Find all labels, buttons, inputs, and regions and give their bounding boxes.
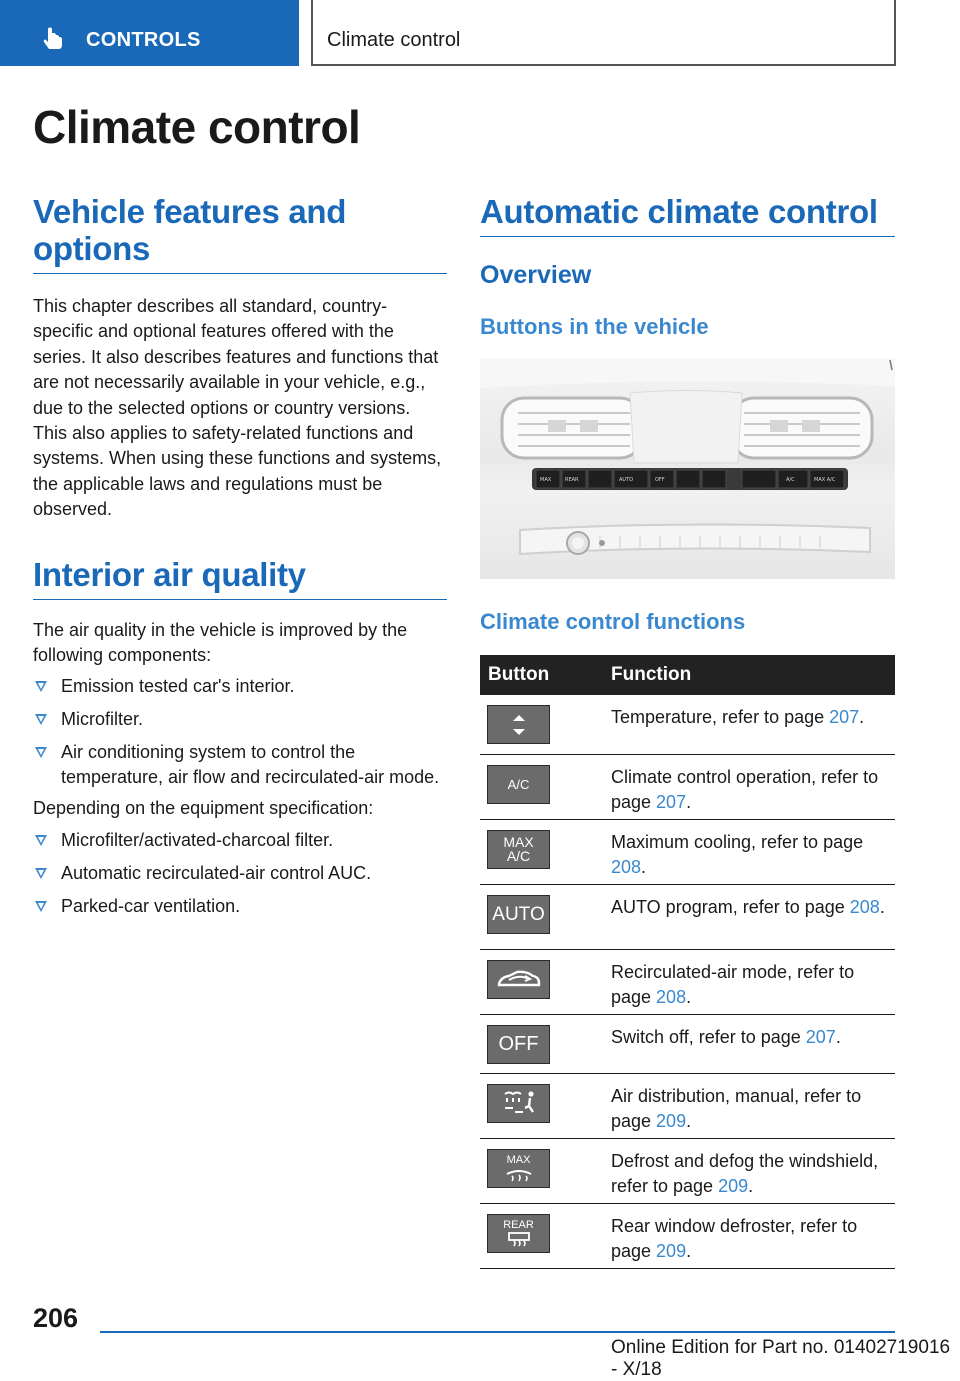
triangle-bullet-icon [35,868,47,879]
triangle-bullet-icon [35,681,47,692]
edition-text: Online Edition for Part no. 01402719016 - X/18 [611,1337,951,1380]
functions-heading: Climate control functions [480,609,746,634]
hand-pointer-icon [40,27,66,53]
function-description: Climate control operation, refer to page 207. [603,754,895,819]
list-item: Air conditioning system to control the temperature, air flow and recirculated-air mode. [33,740,447,790]
list-item: Automatic recirculated-air control AUC. [33,861,447,886]
section-tab-label: CONTROLS [86,29,201,51]
photo-label-auto: AUTO [619,477,634,483]
automatic-climate-heading: Automatic climate control [480,193,895,237]
list-item: Microfilter. [33,707,447,732]
page-number: 206 [33,1303,79,1333]
photo-label-rear: REAR [565,477,579,483]
components-list [33,674,447,790]
column-header-button: Button [480,655,603,695]
air-distribution-icon [487,1084,550,1123]
interior-air-heading: Interior air quality [33,556,447,600]
function-description: Rear window defroster, refer to page 209. [603,1203,895,1268]
page-reference-link[interactable]: 207 [829,707,860,727]
table-row [480,754,895,819]
triangle-bullet-icon [35,901,47,912]
vehicle-buttons-photo [480,358,895,579]
page-reference-link[interactable]: 208 [849,896,880,917]
section-tab[interactable] [0,0,299,66]
function-description: Air distribution, manual, refer to page 209. [603,1073,895,1138]
page-title: Climate control [33,101,361,153]
vehicle-features-heading: Vehicle features and options [33,193,447,274]
table-row [480,1073,895,1138]
page-reference-link[interactable]: 209 [718,1175,749,1196]
function-description: Defrost and defog the windshield, refer to page 209. [603,1138,895,1203]
page-reference-link[interactable]: 208 [611,856,642,877]
max-defrost-icon: MAX [487,1149,550,1188]
equipment-list [33,828,447,919]
table-row [480,1014,895,1073]
breadcrumb-text: Climate control [327,29,461,51]
function-description: AUTO program, refer to page 208. [603,884,895,949]
function-description: Maximum cooling, refer to page 208. [603,819,895,884]
auto-icon: AUTO [487,895,550,934]
page-reference-link[interactable]: 209 [656,1110,687,1131]
buttons-heading: Buttons in the vehicle [480,314,709,339]
function-description: Recirculated-air mode, refer to page 208. [603,949,895,1014]
temperature-arrows-icon [487,705,550,744]
table-row [480,1203,895,1268]
interior-air-intro: The air quality in the vehicle is improved by the following components: [33,619,408,666]
photo-label-ac: A/C [786,477,795,483]
footer-divider [100,1331,895,1333]
triangle-bullet-icon [35,835,47,846]
table-row [480,1138,895,1203]
ac-icon: A/C [487,765,550,804]
table-row [480,819,895,884]
photo-label-off: OFF [655,477,665,483]
page-reference-link[interactable]: 209 [656,1240,687,1261]
right-column [480,193,895,1269]
function-description: Temperature, refer to page 207. [603,695,895,754]
list-item: Microfilter/activated-charcoal filter. [33,828,447,853]
table-row [480,949,895,1014]
vehicle-features-body: This chapter describes all standard, country-specific and optional features offered with the series. It also describes features and functions that are not necessarily available in your vehicle, e.g., due to the selected options or country versions. This also applies to safety-related functions and systems. When using these functions and systems, the applicable laws and regulations must be observed. [33,296,442,520]
rear-defroster-icon: REAR [487,1214,550,1253]
triangle-bullet-icon [35,747,47,758]
column-header-function: Function [603,655,895,695]
page-reference-link[interactable]: 207 [805,1026,836,1047]
function-description: Switch off, refer to page 207. [603,1014,895,1073]
triangle-bullet-icon [35,714,47,725]
max-ac-icon: MAX A/C [487,830,550,869]
table-row [480,884,895,949]
off-icon: OFF [487,1025,550,1064]
left-column [33,193,447,927]
table-header-row [480,655,895,695]
breadcrumb [311,0,896,66]
climate-functions-table [480,655,895,1269]
page-reference-link[interactable]: 207 [656,791,687,812]
photo-label-max-ac: MAX A/C [814,477,836,483]
equipment-note: Depending on the equipment specification: [33,798,374,819]
table-row [480,695,895,754]
dashboard-illustration [480,358,895,579]
page-reference-link[interactable]: 208 [656,986,687,1007]
photo-label-max: MAX [540,477,552,483]
list-item: Parked-car ventilation. [33,894,447,919]
recirculation-car-icon [487,960,550,999]
list-item: Emission tested car's interior. [33,674,447,699]
overview-heading: Overview [480,261,592,289]
